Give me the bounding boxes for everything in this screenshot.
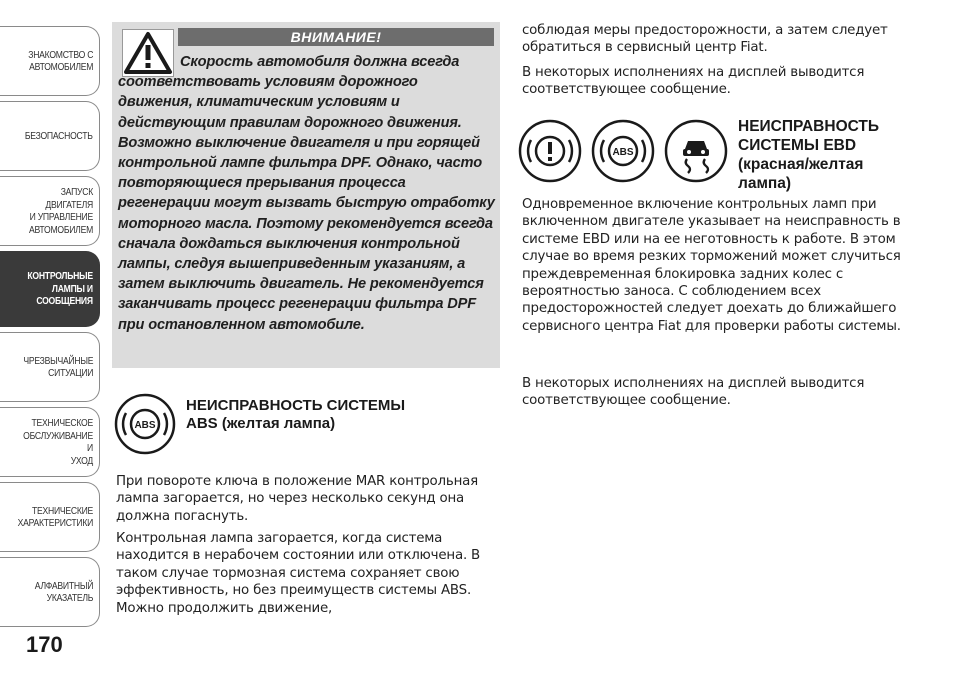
sidebar-tab-label: ЗНАКОМСТВО С АВТОМОБИЛЕМ bbox=[28, 48, 93, 73]
warning-text: Скорость автомобиля должна всегда соответствовать условиям дорожного движения, климатическим условиям и действующим правилам дорожного движения. Возможно выключение двигателя и при горящей контрольной лампе фильтра DPF. Однако, часто повторяющиеся прерывания процесса регенерации могут вызвать быструю отработку моторного масла. Поэтому рекомендуется всегда сначала дождаться выключения контрольной лампы, следуя вышеприведенным указаниям, а затем выключить двигатель. Не рекомендуется заканчивать процесс регенерации фильтра DPF при остановленном автомобиле. bbox=[118, 54, 495, 333]
abs-title-line2: ABS (желтая лампа) bbox=[186, 415, 336, 432]
sidebar-tab-specifications[interactable] bbox=[0, 482, 100, 552]
sidebar-tab-safety[interactable] bbox=[0, 101, 100, 171]
sidebar-tab-label: БЕЗОПАСНОСТЬ bbox=[25, 129, 93, 142]
ebd-section-title bbox=[738, 117, 879, 193]
abs-section-title bbox=[186, 397, 405, 433]
sidebar-tab-maintenance[interactable] bbox=[0, 407, 100, 477]
sidebar-tab-label: КОНТРОЛЬНЫЕ ЛАМПЫ И СООБЩЕНИЯ bbox=[27, 270, 93, 308]
ebd-title-line1: НЕИСПРАВНОСТЬ bbox=[738, 118, 880, 135]
sidebar-tab-intro[interactable] bbox=[0, 26, 100, 96]
display-message-paragraph-1: В некоторых исполнениях на дисплей выводится соответствующее сообщение. bbox=[522, 65, 865, 98]
abs-icon bbox=[591, 119, 655, 183]
brake-exclamation-icon bbox=[518, 119, 582, 183]
ebd-abs-icon-text: ABS bbox=[612, 147, 634, 158]
warning-header: ВНИМАНИЕ! bbox=[178, 28, 494, 46]
sidebar-tab-starting[interactable] bbox=[0, 176, 100, 246]
skid-car-icon bbox=[664, 119, 728, 183]
ebd-title-line4: лампа) bbox=[738, 175, 792, 192]
sidebar-tab-label: ЧРЕЗВЫЧАЙНЫЕ СИТУАЦИИ bbox=[23, 354, 93, 379]
page-number: 170 bbox=[26, 632, 63, 657]
ebd-paragraph: Одновременное включение контрольных ламп при включенном двигателе указывает на неисправность в системе EBD или на ее неготовность к работе. В этом случае во время резких торможений может случиться преждевременная блокировка задних колес с вероятностью заноса. С соблюдением всех предосторожностей следует доехать до ближайшего сервисного центра Fiat для проверки работы системы. bbox=[522, 197, 901, 334]
ebd-title-line2: СИСТЕМЫ EBD bbox=[738, 137, 857, 154]
abs-title-line1: НЕИСПРАВНОСТЬ СИСТЕМЫ bbox=[186, 397, 406, 414]
sidebar-tab-label: ЗАПУСК ДВИГАТЕЛЯ И УПРАВЛЕНИЕ АВТОМОБИЛЕМ bbox=[28, 186, 93, 236]
abs-paragraph-1: При повороте ключа в положение MAR контрольная лампа загорается, но через несколько секунд она должна погаснуть. bbox=[116, 474, 479, 524]
sidebar-tab-label: АЛФАВИТНЫЙ УКАЗАТЕЛЬ bbox=[34, 579, 93, 604]
sidebar-tab-index[interactable] bbox=[0, 557, 100, 627]
display-message-paragraph-2: В некоторых исполнениях на дисплей выводится соответствующее сообщение. bbox=[522, 376, 865, 409]
ebd-title-line3: (красная/желтая bbox=[738, 156, 864, 173]
warning-box bbox=[112, 22, 500, 368]
sidebar-tab-label: ТЕХНИЧЕСКИЕ ХАРАКТЕРИСТИКИ bbox=[17, 504, 94, 529]
abs-paragraph-2: Контрольная лампа загорается, когда система находится в нерабочем состоянии или отключена. В таком случае тормозная система сохраняет свою эффективность, но без преимуществ системы ABS. Можно продолжить движение, bbox=[116, 531, 481, 616]
sidebar-tab-warning-lights[interactable] bbox=[0, 251, 100, 327]
continued-paragraph: соблюдая меры предосторожности, а затем следует обратиться в сервисный центр Fiat. bbox=[522, 23, 888, 56]
sidebar-tab-label: ТЕХНИЧЕСКОЕ ОБСЛУЖИВАНИЕ И УХОД bbox=[23, 417, 94, 467]
abs-icon-text: ABS bbox=[134, 420, 156, 431]
sidebar-tab-emergencies[interactable] bbox=[0, 332, 100, 402]
abs-warning-icon bbox=[114, 393, 176, 455]
